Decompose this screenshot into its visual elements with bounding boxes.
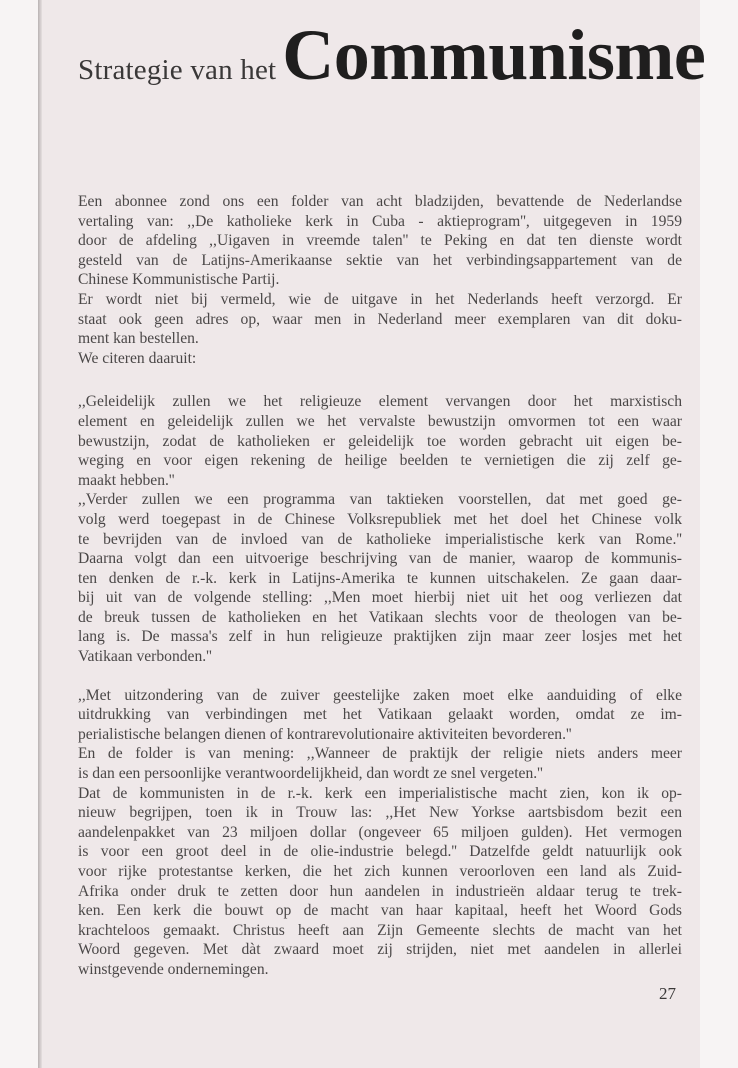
text-line: Een abonnee zond ons een folder van acht bladzijden, bevattende de Nederlandse (78, 193, 682, 210)
text-line: krachteloos gemaakt. Christus heeft aan Zijn Gemeente slechts de macht van het (78, 921, 682, 939)
text-line: We citeren daaruit: (78, 349, 197, 367)
text-line: lang is. De massa's zelf in hun religieuze praktijken zijn maar zeer losjes met het (78, 628, 682, 646)
text-line: vertaling van: ,,De katholieke kerk in Cuba - aktieprogram'', uitgegeven in 1959 (78, 212, 682, 230)
text-line: winstgevende ondernemingen. (78, 960, 269, 978)
text-line: ken. Een kerk die bouwt op de macht van haar kapitaal, heeft het Woord Gods (78, 902, 682, 920)
text-line: ment kan bestellen. (78, 330, 199, 348)
title-main: Communisme (282, 15, 706, 95)
text-line: gesteld van de Latijns-Amerikaanse sektie van het verbindingsappartement van de (78, 251, 682, 269)
text-line: Er wordt niet bij vermeld, wie de uitgave in het Nederlands heeft verzorgd. Er (78, 290, 682, 308)
text-line: ,,Geleidelijk zullen we het religieuze element vervangen door het marxistisch (78, 393, 682, 411)
text-line: weging en voor eigen rekening de heilige beelden te vernietigen die zij zelf ge- (78, 452, 682, 470)
text-line: bij uit van de volgende stelling: ,,Men moet hierbij niet uit het oog verliezen dat (78, 589, 682, 607)
text-line: bewustzijn, zodat de katholieken er geleidelijk toe worden gebracht uit eigen be- (78, 432, 682, 450)
text-line: ,,Verder zullen we een programma van taktieken voorstellen, dat met goed ge- (78, 491, 682, 509)
text-line: is dan een persoonlijke verantwoordelijkheid, dan wordt ze snel vergeten.'' (78, 765, 543, 783)
text-line: te bevrijden van de invloed van de katholieke imperialistische kerk van Rome.'' (78, 530, 682, 548)
text-line: volg werd toegepast in de Chinese Volksrepubliek met het doel het Chinese volk (78, 510, 682, 528)
text-line: Afrika onder druk te zetten door hun aandelen in industrieën aldaar terug te trek- (78, 882, 682, 900)
text-line: voor rijke protestantse kerken, die het zich kunnen veroorloven een land als Zuid- (78, 863, 682, 880)
text-line: element en geleidelijk zullen we het vervalste bewustzijn omvormen tot een waar (78, 412, 682, 430)
paragraph-1 (78, 192, 682, 368)
text-line: ten denken de r.-k. kerk in Latijns-Amerika te kunnen uitschakelen. Ze gaan daar- (78, 569, 682, 587)
paragraph-2 (78, 392, 682, 666)
text-line: aandelenpakket van 23 miljoen dollar (ongeveer 65 miljoen gulden). Het vermogen (78, 823, 682, 841)
text-line: Dat de kommunisten in de r.-k. kerk een imperialistische macht zien, kon ik op- (78, 784, 682, 802)
text-line: de breuk tussen de katholieken en het Vatikaan slechts voor de theologen van be- (78, 608, 682, 626)
text-line: is voor een groot deel in de olie-industrie belegd.'' Datzelfde geldt natuurlijk ook (78, 843, 682, 861)
text-line: Woord gegeven. Met dàt zwaard moet zij strijden, niet met aandelen in allerlei (78, 941, 682, 959)
text-line: En de folder is van mening: ,,Wanneer de praktijk der religie niets anders meer (78, 745, 682, 763)
text-line: nieuw begrijpen, toen ik in Trouw las: ,,Het New Yorkse aartsbisdom bezit een (78, 804, 682, 822)
text-line: staat ook geen adres op, waar men in Nederland meer exemplaren van dit doku- (78, 310, 682, 328)
article-body (78, 192, 682, 980)
title-prefix: Strategie van het (78, 54, 277, 86)
text-line: Chinese Kommunistische Partij. (78, 271, 280, 289)
text-line: perialistische belangen dienen of kontrarevolutionaire aktiviteiten bevorderen.'' (78, 725, 572, 743)
page-title (78, 14, 705, 97)
page-edge (38, 0, 42, 1068)
text-line: Daarna volgt dan een uitvoerige beschrijving van de manier, waarop de kommunis- (78, 550, 682, 568)
text-line: door de afdeling ,,Uigaven in vreemde talen'' te Peking en dat ten dienste wordt (78, 232, 682, 250)
text-line: maakt hebben.'' (78, 471, 175, 489)
page-number: 27 (659, 984, 676, 1003)
text-line: ,,Met uitzondering van de zuiver geestelijke zaken moet elke aanduiding of elke (78, 686, 682, 704)
text-line: uitdrukking van verbindingen met het Vatikaan gelaakt worden, omdat ze im- (78, 706, 682, 724)
text-line: Vatikaan verbonden.'' (78, 648, 212, 666)
paragraph-3 (78, 686, 682, 980)
